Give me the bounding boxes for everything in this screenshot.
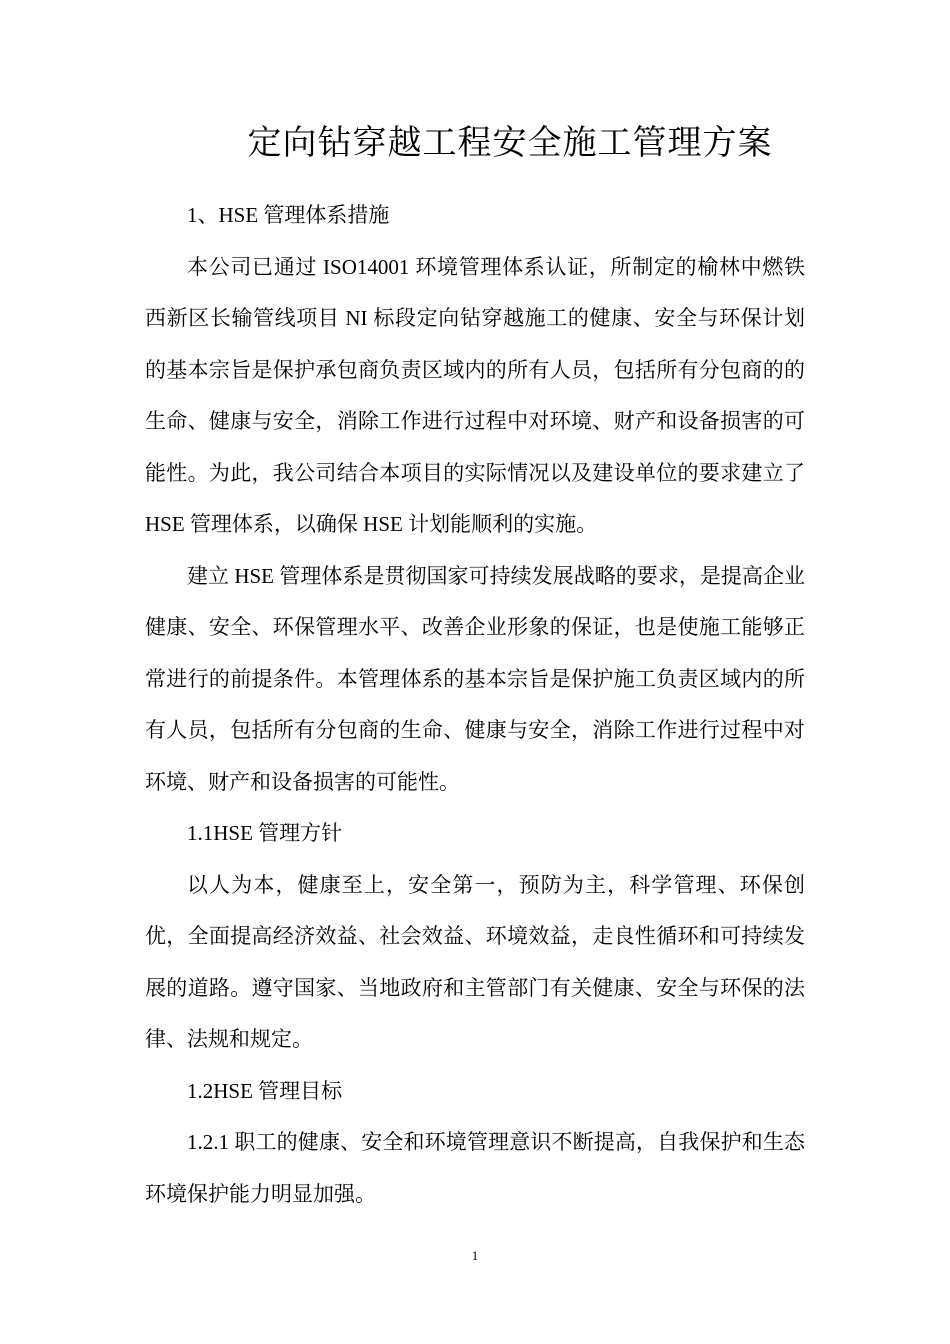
section-heading-1-2: 1.2HSE 管理目标 xyxy=(187,1078,343,1103)
section-heading-1-1: 1.1HSE 管理方针 xyxy=(187,821,343,845)
paragraph-hse-policy: 以人为本，健康至上，安全第一，预防为主，科学管理、环保创优，全面提高经济效益、社会效益、环境效益，走良性循环和可持续发展的道路。遵守国家、当地政府和主管部门有关健康、安全与环保的法律、法规和规定。 xyxy=(145,872,805,1051)
paragraph-hse-target-1: 1.2.1 职工的健康、安全和环境管理意识不断提高，自我保护和生态环境保护能力明显加强。 xyxy=(145,1130,805,1206)
paragraph-hse-purpose: 建立 HSE 管理体系是贯彻国家可持续发展战略的要求，是提高企业健康、安全、环保管理水平、改善企业形象的保证，也是使施工能够正常进行的前提条件。本管理体系的基本宗旨是保护施工负责区域内的所有人员，包括所有分包商的生命、健康与安全，消除工作进行过程中对环境、财产和设备损害的可能性。 xyxy=(145,563,805,794)
document-body xyxy=(145,190,805,1220)
section-heading-1: 1、HSE 管理体系措施 xyxy=(187,203,390,227)
paragraph-hse-intro: 本公司已通过 ISO14001 环境管理体系认证，所制定的榆林中燃铁西新区长输管线项目 NI 标段定向钻穿越施工的健康、安全与环保计划的基本宗旨是保护承包商负责区域内的所有人员，包括所有分包商的的生命、健康与安全，消除工作进行过程中对环境、财产和设备损害的可能性。为此，我公司结合本项目的实际情况以及建设单位的要求建立了 HSE 管理体系，以确保 HSE 计划能顺利的实施。 xyxy=(145,254,805,536)
page-number: 1 xyxy=(471,1248,479,1263)
document-title: 定向钻穿越工程安全施工管理方案 xyxy=(247,123,773,163)
